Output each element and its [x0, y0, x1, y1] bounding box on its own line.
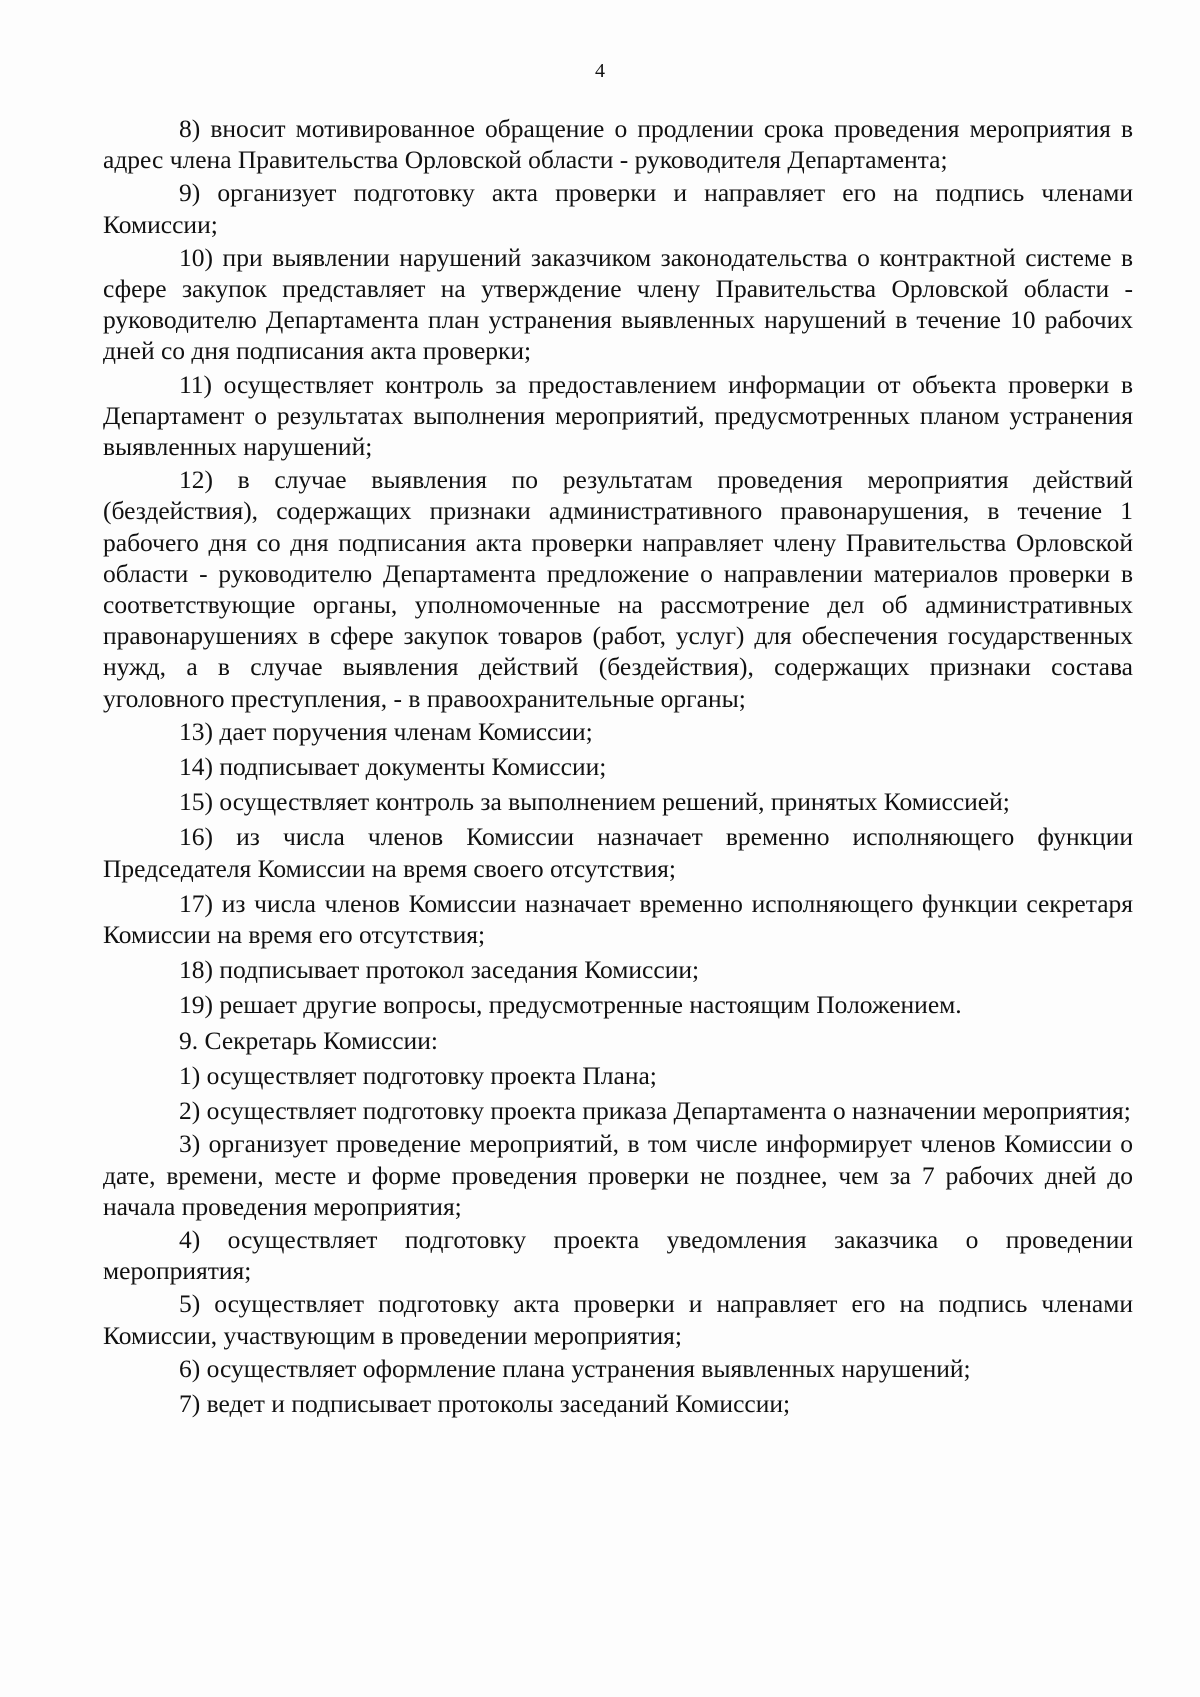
secretary-item-5: 5) осуществляет подготовку акта проверки и направляет его на подпись членами Комиссии, участвующим в проведении мероприятия; [103, 1289, 1133, 1350]
paragraph-item-17: 17) из числа членов Комиссии назначает временно исполняющего функции секретаря Комиссии на время его отсутствия; [103, 888, 1133, 950]
paragraph-item-10: 10) при выявлении нарушений заказчиком законодательства о контрактной системе в сфере закупок представляет на утверждение члену Правительства Орловской области - руководителю Департамента план устранения выявленных нарушений в течение 10 рабочих дней со дня подписания акта проверки; [103, 242, 1133, 366]
document-body [103, 113, 1133, 1423]
secretary-item-1: 1) осуществляет подготовку проекта Плана; [179, 1060, 657, 1090]
paragraph-item-16: 16) из числа членов Комиссии назначает временно исполняющего функции Председателя Комиссии на время своего отсутствия; [103, 822, 1133, 883]
paragraph-item-19: 19) решает другие вопросы, предусмотренные настоящим Положением. [179, 990, 962, 1020]
page-number: 4 [595, 60, 605, 82]
paragraph-item-18: 18) подписывает протокол заседания Комиссии; [179, 955, 700, 985]
paragraph-item-15: 15) осуществляет контроль за выполнением решений, принятых Комиссией; [179, 787, 1010, 817]
secretary-item-4: 4) осуществляет подготовку проекта уведомления заказчика о проведении мероприятия; [103, 1224, 1133, 1286]
section-heading-secretary: 9. Секретарь Комиссии: [179, 1025, 438, 1055]
paragraph-item-13: 13) дает поручения членам Комиссии; [179, 716, 593, 746]
paragraph-item-12: 12) в случае выявления по результатам проведения мероприятия действий (бездействия), содержащих признаки административного правонарушения, в течение 1 рабочего дня со дня подписания акта проверки направляет члену Правительства Орловской области - руководителю Департамента предложение о направлении материалов проверки в соответствующие органы, уполномоченные на рассмотрение дел об административных правонарушениях в сфере закупок товаров (работ, услуг) для обеспечения государственных нужд, а в случае выявления действий (бездействия), содержащих признаки состава уголовного преступления, - в правоохранительные органы; [103, 465, 1133, 713]
secretary-item-7: 7) ведет и подписывает протоколы заседаний Комиссии; [179, 1388, 791, 1418]
paragraph-item-14: 14) подписывает документы Комиссии; [179, 752, 607, 782]
secretary-item-2: 2) осуществляет подготовку проекта приказа Департамента о назначении мероприятия; [179, 1096, 1131, 1126]
paragraph-item-9: 9) организует подготовку акта проверки и направляет его на подпись членами Комиссии; [103, 178, 1133, 239]
paragraph-item-11: 11) осуществляет контроль за предоставлением информации от объекта проверки в Департамент о результатах выполнения мероприятий, предусмотренных планом устранения выявленных нарушений; [103, 369, 1133, 462]
paragraph-item-8: 8) вносит мотивированное обращение о продлении срока проведения мероприятия в адрес члена Правительства Орловской области - руководителя Департамента; [103, 114, 1133, 175]
secretary-item-3: 3) организует проведение мероприятий, в том числе информирует членов Комиссии о дате, времени, месте и форме проведения проверки не позднее, чем за 7 рабочих дней до начала проведения мероприятия; [103, 1129, 1133, 1221]
secretary-item-6: 6) осуществляет оформление плана устранения выявленных нарушений; [179, 1353, 971, 1383]
